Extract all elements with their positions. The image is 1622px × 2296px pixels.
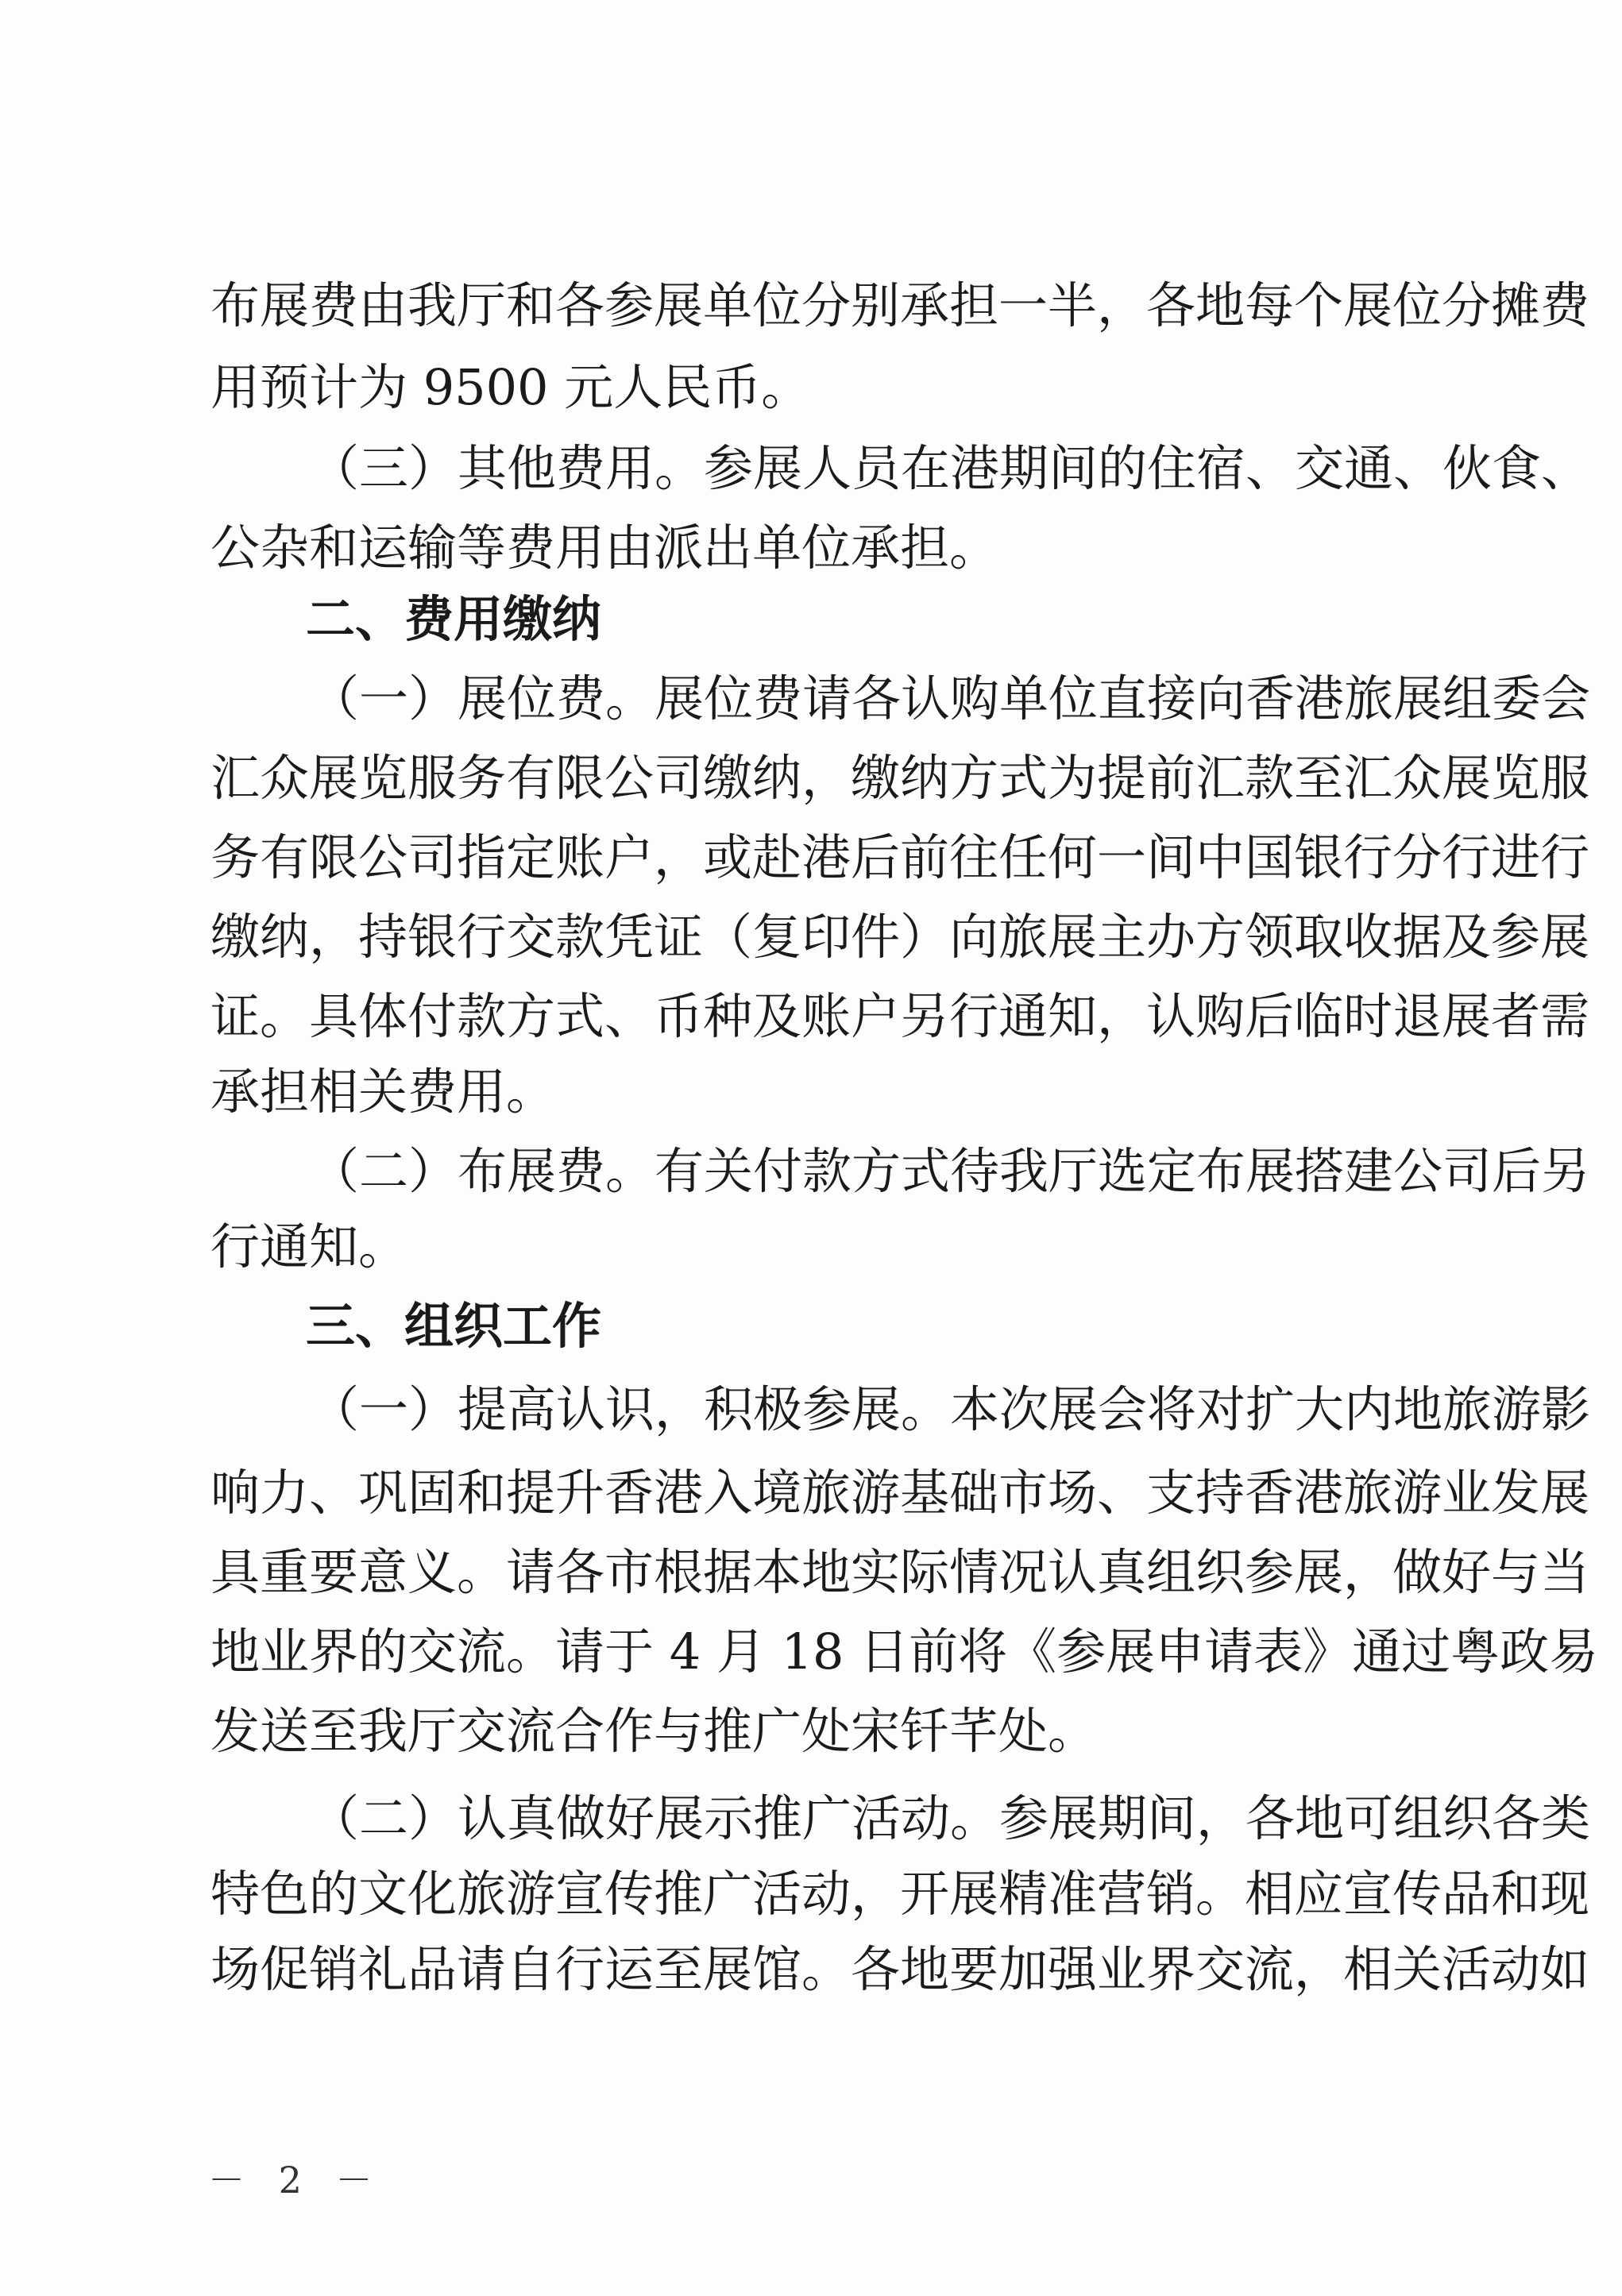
paragraph-line: （二）布展费。有关付款方式待我厅选定布展搭建公司后另 [310, 1142, 1591, 1200]
paragraph-line: 具重要意义。请各市根据本地实际情况认真组织参展，做好与当 [210, 1543, 1590, 1601]
section-heading: 三、组织工作 [306, 1297, 602, 1355]
paragraph-line: 地业界的交流。请于 4 月 18 日前将《参展申请表》通过粤政易 [210, 1623, 1599, 1681]
section-heading: 二、费用缴纳 [306, 590, 602, 648]
paragraph-line: 用预计为 9500 元人民币。 [210, 358, 811, 416]
paragraph-line: 场促销礼品请自行运至展馆。各地要加强业界交流，相关活动如 [210, 1940, 1590, 1998]
paragraph-line: 响力、巩固和提升香港入境旅游基础市场、支持香港旅游业发展 [210, 1464, 1590, 1522]
paragraph-line: 缴纳，持银行交款凭证（复印件）向旅展主办方领取收据及参展 [210, 908, 1590, 966]
paragraph-line: （三）其他费用。参展人员在港期间的住宿、交通、伙食、 [310, 439, 1591, 497]
paragraph-line: （一）提高认识，积极参展。本次展会将对扩大内地旅游影 [310, 1380, 1591, 1438]
page-number: － 2 － [208, 2159, 384, 2201]
paragraph-line: 发送至我厅交流合作与推广处宋钎芊处。 [210, 1702, 1098, 1760]
paragraph-line: 证。具体付款方式、币种及账户另行通知，认购后临时退展者需 [210, 987, 1590, 1045]
paragraph-line: 行通知。 [210, 1217, 408, 1275]
paragraph-line: 汇众展览服务有限公司缴纳，缴纳方式为提前汇款至汇众展览服 [210, 749, 1590, 807]
paragraph-line: 务有限公司指定账户，或赴港后前往任何一间中国银行分行进行 [210, 828, 1590, 886]
paragraph-line: 特色的文化旅游宣传推广活动，开展精准营销。相应宣传品和现 [210, 1865, 1590, 1923]
paragraph-line: （一）展位费。展位费请各认购单位直接向香港旅展组委会 [310, 670, 1591, 727]
paragraph-line: 承担相关费用。 [210, 1063, 556, 1121]
paragraph-line: （二）认真做好展示推广活动。参展期间，各地可组织各类 [310, 1789, 1591, 1847]
paragraph-line: 布展费由我厅和各参展单位分别承担一半，各地每个展位分摊费 [210, 276, 1590, 334]
paragraph-line: 公杂和运输等费用由派出单位承担。 [210, 519, 999, 577]
